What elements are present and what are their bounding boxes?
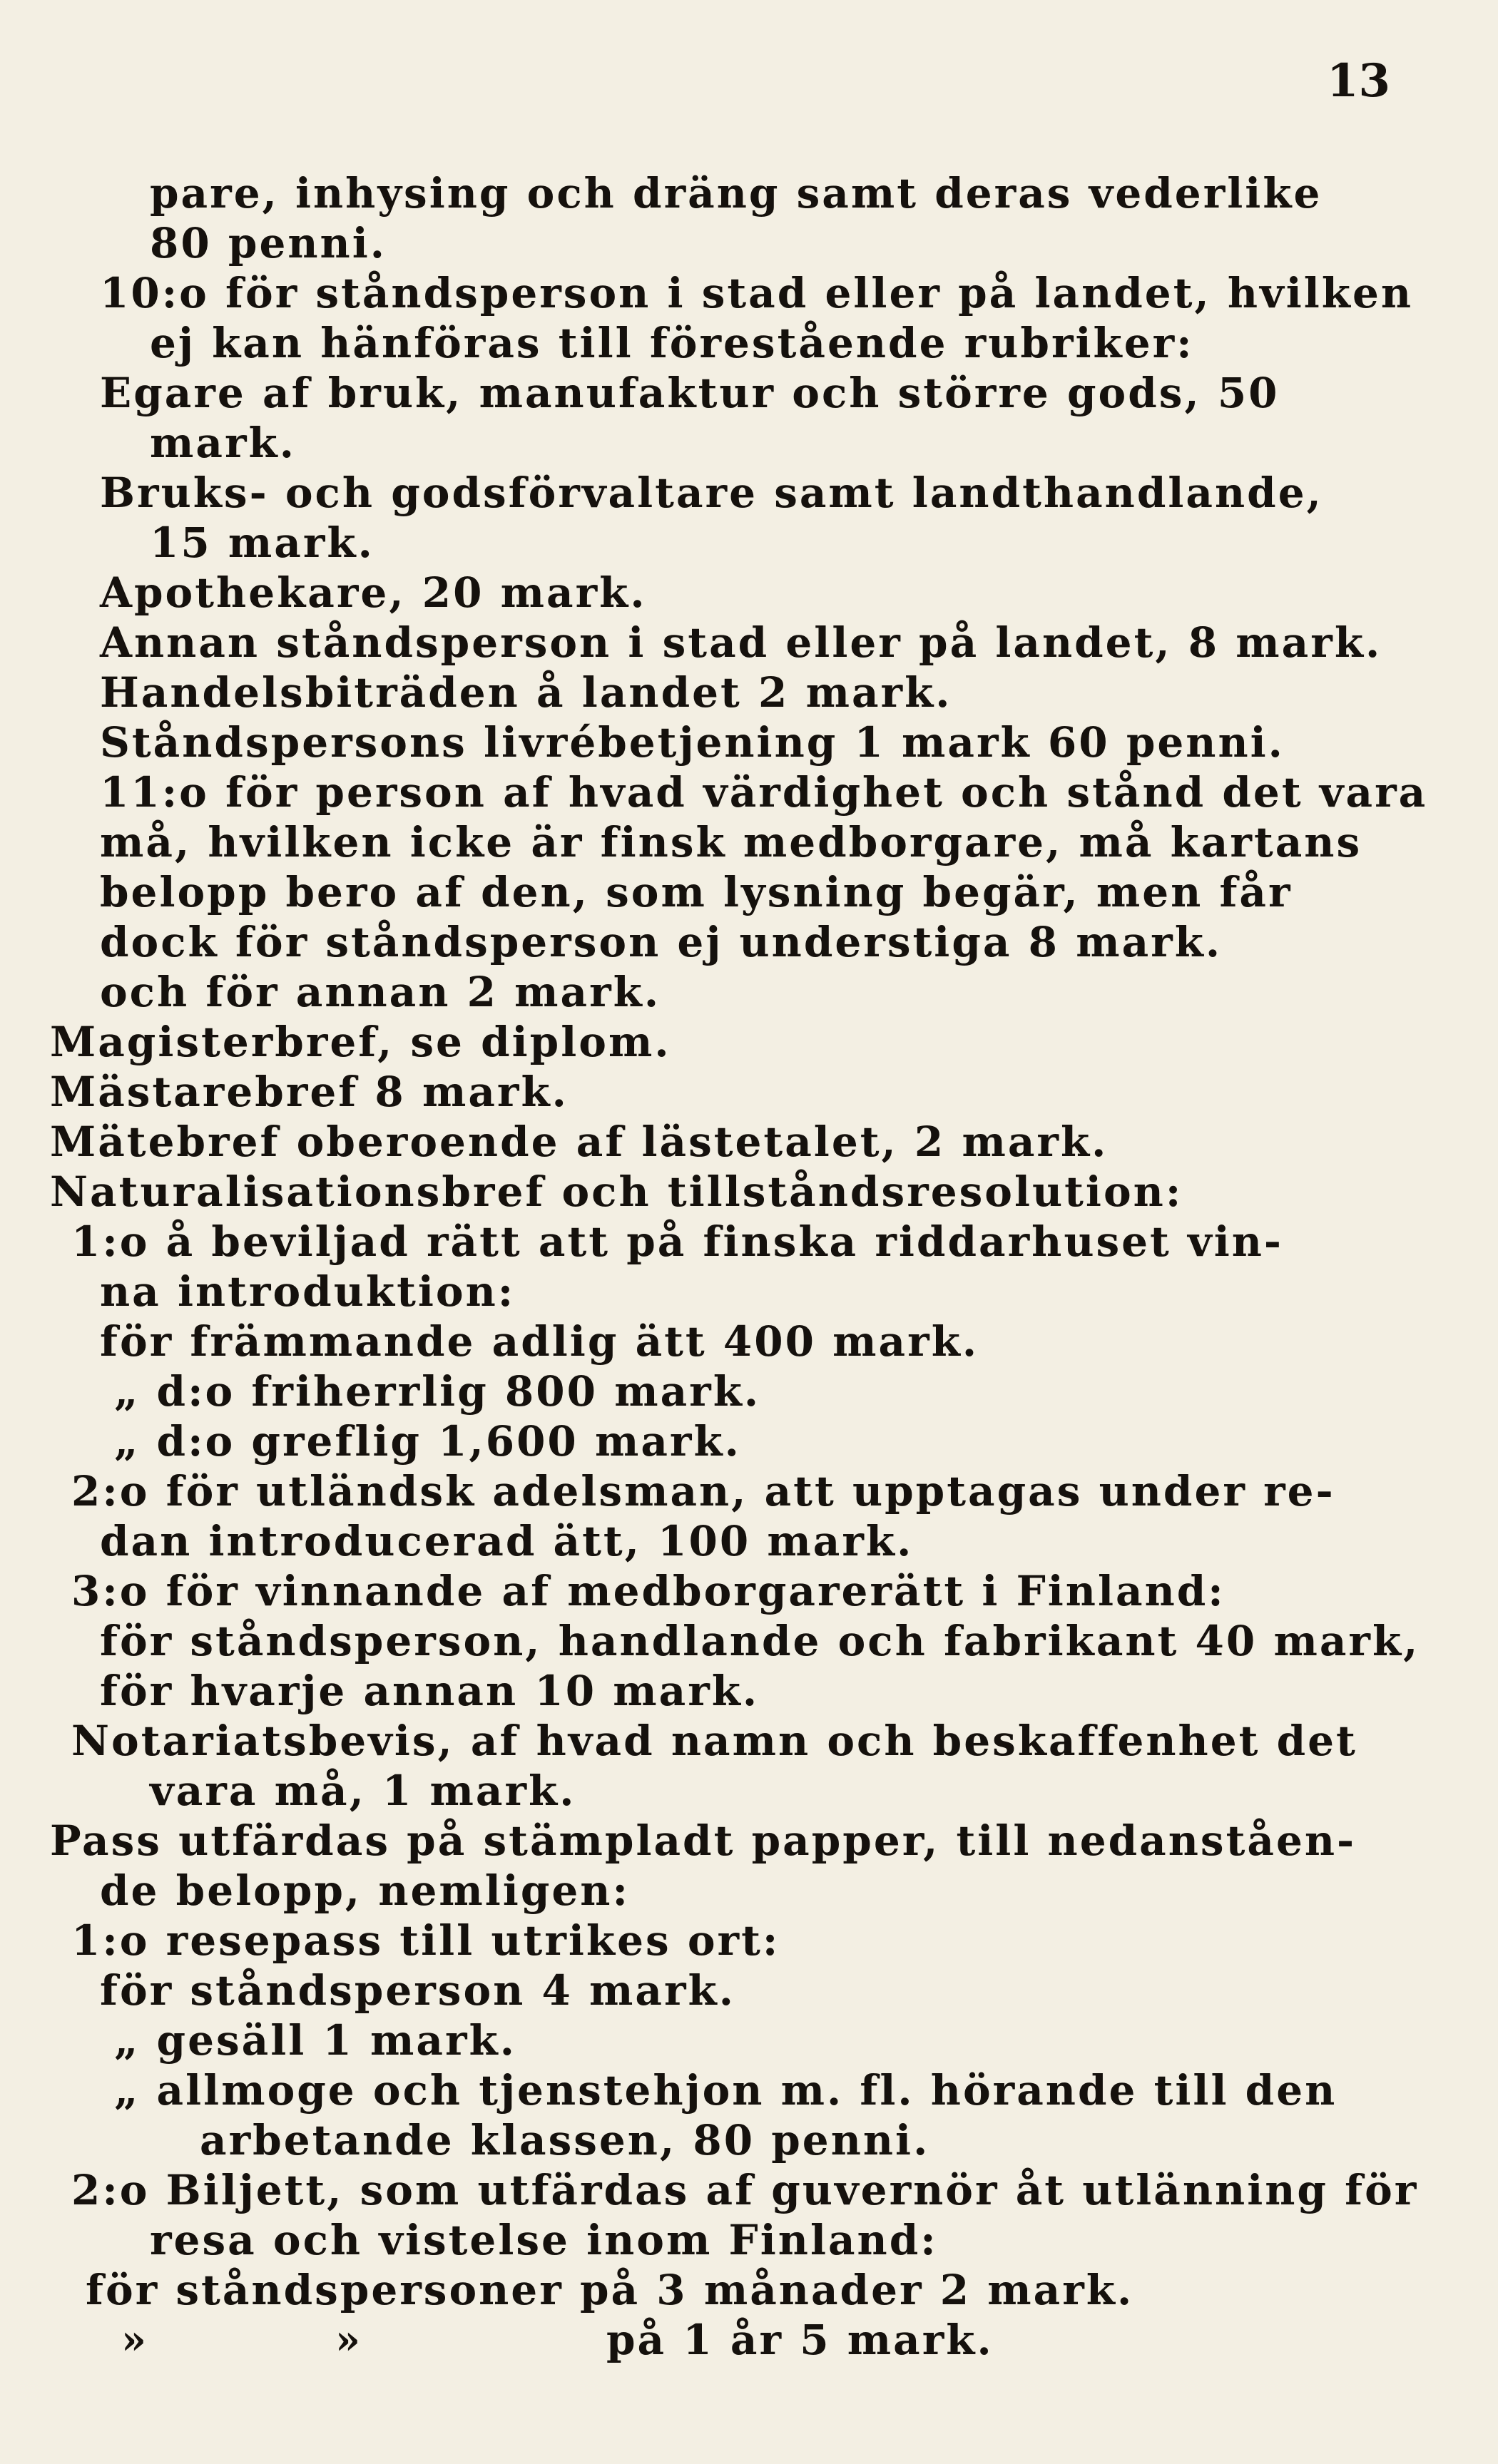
text-line: Bruks- och godsförvaltare samt landthandlande, <box>100 469 1323 517</box>
text-line: och för annan 2 mark. <box>100 968 661 1016</box>
text-line: 1:o resepass till utrikes ort: <box>71 1916 780 1965</box>
text-line: „ allmoge och tjenstehjon m. fl. hörande till den <box>114 2066 1338 2115</box>
text-line: dan introducerad ätt, 100 mark. <box>100 1517 914 1565</box>
text-line: resa och vistelse inom Finland: <box>150 2216 938 2264</box>
text-line: „ d:o friherrlig 800 mark. <box>114 1367 761 1416</box>
text-line: för ståndsperson 4 mark. <box>100 1966 735 2015</box>
text-line: 1:o å beviljad rätt att på finska riddarhuset vin- <box>71 1217 1284 1266</box>
text-line: för främmande adlig ätt 400 mark. <box>100 1317 979 1366</box>
text-line: 11:o för person af hvad värdighet och stånd det vara <box>100 768 1428 817</box>
text-line: Handelsbiträden å landet 2 mark. <box>100 668 952 717</box>
text-line: Pass utfärdas på stämpladt papper, till nedanståen- <box>50 1816 1357 1865</box>
text-line: vara må, 1 mark. <box>150 1767 576 1815</box>
text-line: Mätebref oberoende af lästetalet, 2 mark. <box>50 1118 1109 1166</box>
text-line: ej kan hänföras till förestående rubriker: <box>150 319 1194 367</box>
page-number: 13 <box>1327 54 1391 108</box>
text-line: mark. <box>150 419 296 467</box>
text-line: 80 penni. <box>150 219 387 267</box>
text-line: Annan ståndsperson i stad eller på landet, 8 mark. <box>100 618 1382 667</box>
text-line: pare, inhysing och dräng samt deras vederlike <box>150 169 1323 218</box>
text-line: Naturalisationsbref och tillståndsresolution: <box>50 1167 1183 1216</box>
text-line: 2:o Biljett, som utfärdas af guvernör åt utlänning för <box>71 2166 1419 2214</box>
text-line: dock för ståndsperson ej understiga 8 mark. <box>100 918 1223 966</box>
text-line: 2:o för utländsk adelsman, att upptagas under re- <box>71 1467 1335 1515</box>
text-line: 3:o för vinnande af medborgarerätt i Finland: <box>71 1567 1226 1615</box>
text-line: 10:o för ståndsperson i stad eller på landet, hvilken <box>100 269 1414 317</box>
text-line: Magisterbref, se diplom. <box>50 1018 671 1066</box>
ditto-mark: » <box>335 2316 360 2363</box>
text-line: Mästarebref 8 mark. <box>50 1068 569 1116</box>
text-line: för hvarje annan 10 mark. <box>100 1667 760 1715</box>
text-line: 15 mark. <box>150 518 374 567</box>
text-line: Notariatsbevis, af hvad namn och beskaffenhet det <box>71 1717 1357 1765</box>
text-line: Ståndspersons livrébetjening 1 mark 60 penni. <box>100 718 1285 767</box>
text-line: må, hvilken icke är finsk medborgare, må kartans <box>100 818 1362 867</box>
text-line: „ d:o greflig 1,600 mark. <box>114 1417 741 1466</box>
ditto-mark: » <box>121 2316 146 2363</box>
text-line: belopp bero af den, som lysning begär, men får <box>100 868 1293 916</box>
text-line: „ gesäll 1 mark. <box>114 2016 516 2065</box>
text-line: de belopp, nemligen: <box>100 1866 630 1915</box>
text-line: Apothekare, 20 mark. <box>100 568 647 617</box>
text-line: na introduktion: <box>100 1267 516 1316</box>
text-line: på 1 år 5 mark. <box>606 2316 994 2364</box>
text-line: arbetande klassen, 80 penni. <box>200 2116 930 2164</box>
text-line: Egare af bruk, manufaktur och större gods, 50 <box>100 369 1280 417</box>
text-line: för ståndsperson, handlande och fabrikant 40 mark, <box>100 1617 1420 1665</box>
text-line: för ståndspersoner på 3 månader 2 mark. <box>86 2266 1134 2314</box>
